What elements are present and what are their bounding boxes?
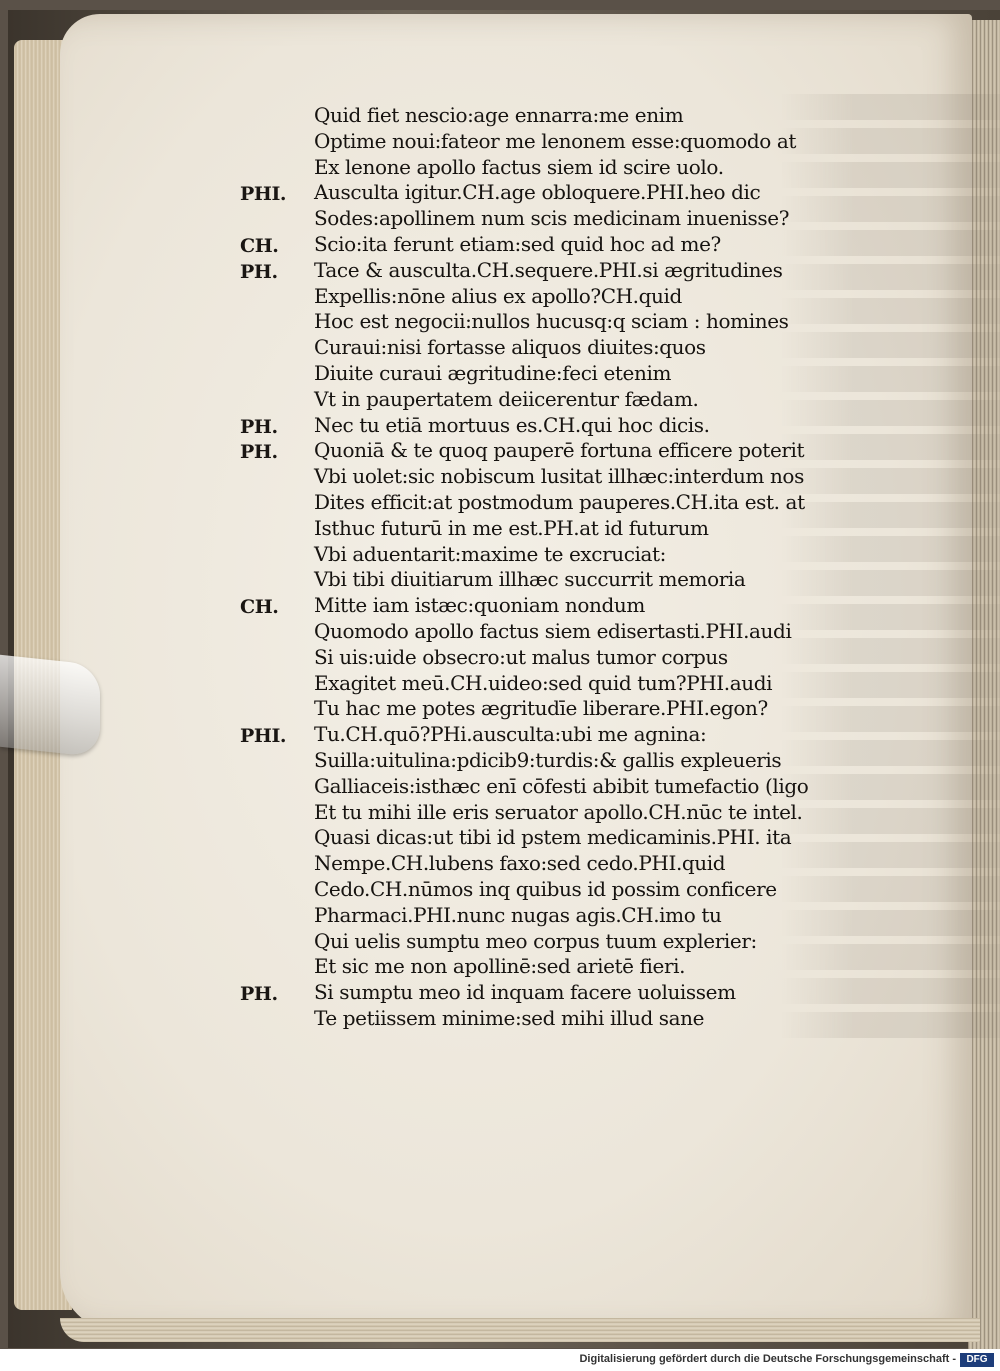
text-line <box>240 438 860 464</box>
text-line <box>240 774 860 800</box>
text-line <box>240 232 860 258</box>
line-text: Tu.CH.quō?PHi.ausculta:ubi me agnina: <box>314 722 707 747</box>
line-text: Vt in paupertatem deiicerentur fædam. <box>314 386 699 411</box>
text-line <box>240 387 860 413</box>
text-line <box>240 361 860 387</box>
line-text: Hoc est negocii:nullos hucusq:q sciam : homines <box>314 309 789 334</box>
text-line <box>240 748 860 774</box>
line-text: Mitte iam istæc:quoniam nondum <box>314 593 645 618</box>
line-text: Et sic me non apollinē:sed arietē fieri. <box>314 954 686 979</box>
text-line <box>240 593 860 619</box>
text-line <box>240 722 860 748</box>
text-line <box>240 490 860 516</box>
line-text: Si sumptu meo id inquam facere uoluissem <box>314 980 736 1005</box>
line-text: Nempe.CH.lubens faxo:sed cedo.PHI.quid <box>314 851 726 876</box>
text-line <box>240 413 860 439</box>
footer-bar <box>0 1349 1000 1371</box>
text-line <box>240 671 860 697</box>
speaker-label: PH. <box>240 441 278 464</box>
line-text: Te petiissem minime:sed mihi illud sane <box>314 1005 705 1030</box>
line-text: Vbi aduentarit:maxime te excruciat: <box>314 541 667 566</box>
text-line <box>240 825 860 851</box>
line-text: Quoniā & te quoq pauperē fortuna efficere poterit <box>314 438 805 463</box>
line-text: Cedo.CH.nūmos inq quibus id possim conficere <box>314 876 777 901</box>
text-line <box>240 567 860 593</box>
line-text: Diuite curaui ægritudine:feci etenim <box>314 360 672 385</box>
text-line <box>240 206 860 232</box>
line-text: Exagitet meū.CH.uideo:sed quid tum?PHI.audi <box>314 670 773 695</box>
text-line <box>240 180 860 206</box>
line-text: Optime noui:fateor me lenonem esse:quomodo at <box>314 128 797 153</box>
text-line <box>240 696 860 722</box>
line-text: Vbi tibi diuitiarum illhæc succurrit memoria <box>314 567 746 592</box>
speaker-label: PH. <box>240 415 278 438</box>
line-text: Si uis:uide obsecro:ut malus tumor corpus <box>314 644 728 669</box>
text-line <box>240 619 860 645</box>
text-line <box>240 335 860 361</box>
text-line <box>240 645 860 671</box>
text-line <box>240 464 860 490</box>
line-text: Quomodo apollo factus siem edisertasti.PHI.audi <box>314 618 792 643</box>
line-text: Isthuc futurū in me est.PH.at id futurum <box>314 515 709 540</box>
line-text: Tace & ausculta.CH.sequere.PHI.si ægritudines <box>314 257 783 282</box>
line-text: Ex lenone apollo factus siem id scire uolo. <box>314 154 724 179</box>
page-stack-bottom <box>60 1318 980 1342</box>
text-line <box>240 284 860 310</box>
funding-note: Digitalisierung gefördert durch die Deutsche Forschungsgemeinschaft - <box>579 1353 956 1365</box>
line-text: Curaui:nisi fortasse aliquos diuites:quos <box>314 335 706 360</box>
speaker-label: CH. <box>240 596 279 619</box>
page-holder-tab <box>0 655 100 758</box>
text-line <box>240 103 860 129</box>
text-line <box>240 542 860 568</box>
speaker-label: PH. <box>240 983 278 1006</box>
text-line <box>240 851 860 877</box>
text-line <box>240 129 860 155</box>
text-line <box>240 980 860 1006</box>
line-text: Quid fiet nescio:age ennarra:me enim <box>314 103 684 127</box>
line-text: Sodes:apollinem num scis medicinam inuenisse? <box>314 206 790 231</box>
text-line <box>240 929 860 955</box>
speaker-label: PHI. <box>240 183 287 206</box>
text-line <box>240 155 860 181</box>
text-line <box>240 954 860 980</box>
line-text: Tu hac me potes ægritudīe liberare.PHI.egon? <box>314 696 768 721</box>
speaker-label: CH. <box>240 234 279 257</box>
line-text: Qui uelis sumptu meo corpus tuum explerier: <box>314 928 757 953</box>
text-line <box>240 800 860 826</box>
speaker-label: PHI. <box>240 725 287 748</box>
line-text: Scio:ita ferunt etiam:sed quid hoc ad me? <box>314 231 721 256</box>
dfg-logo-icon: DFG <box>960 1353 994 1367</box>
line-text: Pharmaci.PHI.nunc nugas agis.CH.imo tu <box>314 902 722 927</box>
text-line <box>240 516 860 542</box>
text-line <box>240 877 860 903</box>
line-text: Et tu mihi ille eris seruator apollo.CH.nūc te intel. <box>314 799 803 824</box>
line-text: Nec tu etiā mortuus es.CH.qui hoc dicis. <box>314 412 710 437</box>
line-text: Expellis:nōne alius ex apollo?CH.quid <box>314 283 682 308</box>
line-text: Ausculta igitur.CH.age obloquere.PHI.heo dic <box>314 180 761 205</box>
text-line <box>240 903 860 929</box>
line-text: Quasi dicas:ut tibi id pstem medicaminis.PHI. ita <box>314 825 792 850</box>
line-text: Dites efficit:at postmodum pauperes.CH.ita est. at <box>314 489 805 514</box>
text-line <box>240 309 860 335</box>
line-text: Galliaceis:isthæc enī cōfesti abibit tumefactio (ligo <box>314 773 809 798</box>
text-column <box>240 103 860 1032</box>
text-line <box>240 258 860 284</box>
line-text: Vbi uolet:sic nobiscum lusitat illhæc:interdum nos <box>314 464 804 489</box>
text-line <box>240 1006 860 1032</box>
line-text: Suilla:uitulina:pdicib9:turdis:& gallis expleueris <box>314 747 782 772</box>
speaker-label: PH. <box>240 260 278 283</box>
